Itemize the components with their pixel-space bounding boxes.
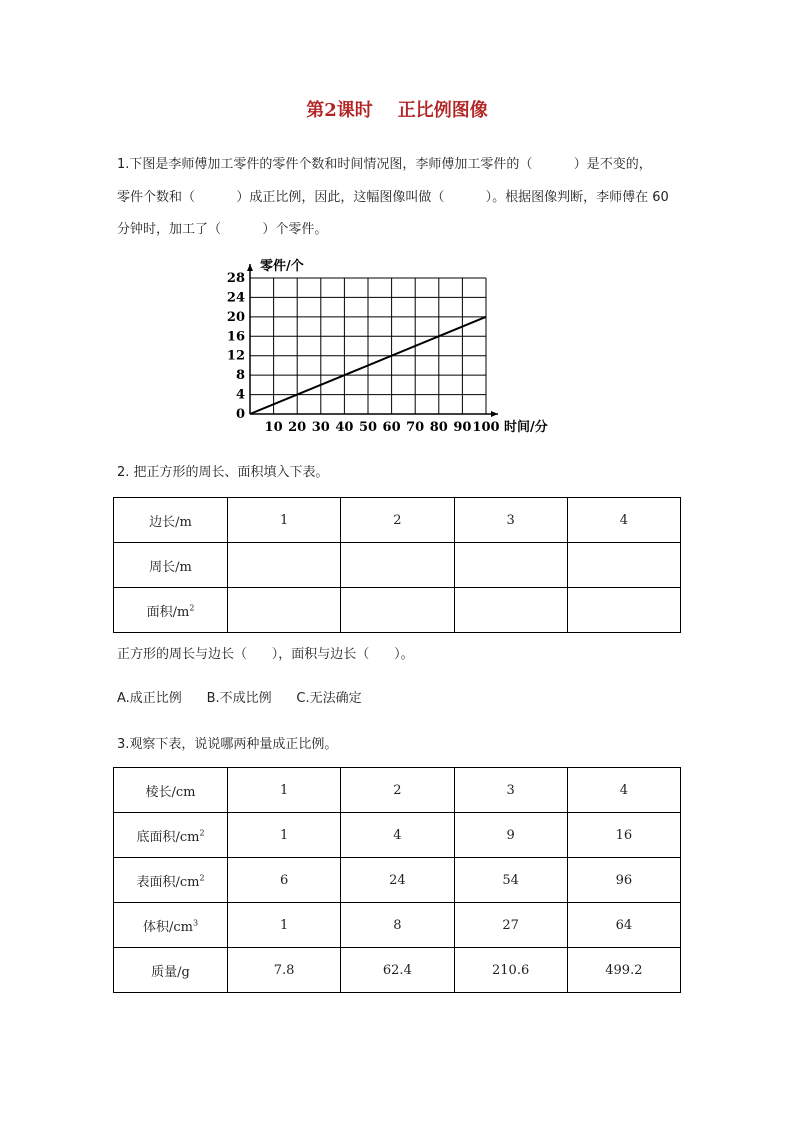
table-cell: 4 bbox=[567, 768, 680, 813]
table-cell bbox=[454, 588, 567, 633]
q1-line-2: 零件个数和（ ）成正比例，因此，这幅图像叫做（ ）。根据图像判断，李师傅在 60 bbox=[117, 190, 669, 205]
row-label: 体积$/cm^3$ bbox=[114, 903, 228, 948]
cube-row-4 bbox=[114, 948, 681, 993]
table-cell: 27 bbox=[454, 903, 567, 948]
x-axis-arrow bbox=[491, 411, 498, 417]
table-cell bbox=[228, 543, 341, 588]
q1-line-3: 分钟时，加工了（ ）个零件。 bbox=[117, 222, 328, 237]
table-cell bbox=[454, 543, 567, 588]
q2-prompt: 2. 把正方形的周长、面积填入下表。 bbox=[117, 465, 329, 480]
x-tick-label: 30 bbox=[311, 420, 330, 435]
q2-followup: 正方形的周长与边长（ ），面积与边长（ ）。 bbox=[117, 647, 414, 662]
table-cell: 2 bbox=[341, 768, 454, 813]
y-tick-label: 0 bbox=[235, 407, 245, 422]
square-row-2 bbox=[114, 588, 681, 633]
x-tick-label: 70 bbox=[406, 420, 425, 435]
proportion-chart bbox=[226, 253, 571, 438]
y-axis-arrow bbox=[247, 264, 253, 271]
table-cell: 64 bbox=[567, 903, 680, 948]
square-row-0 bbox=[114, 498, 681, 543]
table-cell: 3 bbox=[454, 498, 567, 543]
x-tick-label: 10 bbox=[264, 420, 283, 435]
y-axis-label: 零件/个 bbox=[260, 259, 304, 274]
table-cell: 2 bbox=[341, 498, 454, 543]
cube-table bbox=[113, 767, 681, 993]
x-tick-label: 20 bbox=[288, 420, 307, 435]
table-cell: 9 bbox=[454, 813, 567, 858]
x-tick-label: 100 bbox=[472, 420, 500, 435]
row-label: 质量/g bbox=[114, 948, 228, 993]
table-cell: 62.4 bbox=[341, 948, 454, 993]
y-tick-label: 24 bbox=[226, 290, 245, 306]
x-tick-label: 90 bbox=[453, 420, 472, 435]
x-tick-label: 50 bbox=[358, 420, 378, 435]
table-cell bbox=[567, 543, 680, 588]
q3-prompt: 3.观察下表，说说哪两种量成正比例。 bbox=[117, 737, 338, 752]
table-cell: 8 bbox=[341, 903, 454, 948]
page-title: 第2课时 正比例图像 bbox=[306, 100, 488, 121]
square-table bbox=[113, 497, 681, 633]
row-label: 棱长/cm bbox=[114, 768, 228, 813]
table-cell: 3 bbox=[454, 768, 567, 813]
table-cell bbox=[341, 588, 454, 633]
q1-line-1: 1.下图是李师傅加工零件的零件个数和时间情况图，李师傅加工零件的（ ）是不变的， bbox=[117, 157, 652, 172]
y-tick-label: 8 bbox=[235, 368, 245, 384]
cube-row-0 bbox=[114, 768, 681, 813]
table-cell: 210.6 bbox=[454, 948, 567, 993]
y-tick-label: 20 bbox=[226, 309, 245, 325]
q2-options: A.成正比例 B.不成比例 C.无法确定 bbox=[117, 691, 362, 706]
y-tick-label: 12 bbox=[226, 348, 245, 364]
x-axis-label: 时间/分 bbox=[504, 420, 548, 435]
row-label: 底面积$/cm^2$ bbox=[114, 813, 228, 858]
table-cell bbox=[567, 588, 680, 633]
table-cell: 4 bbox=[567, 498, 680, 543]
table-cell: 4 bbox=[341, 813, 454, 858]
x-tick-label: 40 bbox=[335, 420, 354, 435]
table-cell: 7.8 bbox=[228, 948, 341, 993]
square-row-1 bbox=[114, 543, 681, 588]
cube-row-1 bbox=[114, 813, 681, 858]
table-cell: 16 bbox=[567, 813, 680, 858]
table-cell: 1 bbox=[228, 813, 341, 858]
table-cell: 24 bbox=[341, 858, 454, 903]
row-label: 边长/m bbox=[114, 498, 228, 543]
table-cell: 1 bbox=[228, 498, 341, 543]
y-tick-label: 28 bbox=[226, 271, 245, 286]
y-tick-label: 16 bbox=[226, 329, 245, 345]
cube-row-2 bbox=[114, 858, 681, 903]
x-tick-label: 80 bbox=[429, 420, 448, 435]
table-cell: 1 bbox=[228, 768, 341, 813]
table-cell: 1 bbox=[228, 903, 341, 948]
y-tick-label: 4 bbox=[235, 387, 245, 403]
row-label: 面积$/m^2$ bbox=[114, 588, 228, 633]
table-cell: 6 bbox=[228, 858, 341, 903]
table-cell: 499.2 bbox=[567, 948, 680, 993]
cube-row-3 bbox=[114, 903, 681, 948]
table-cell: 96 bbox=[567, 858, 680, 903]
x-tick-label: 60 bbox=[382, 420, 401, 435]
table-cell bbox=[341, 543, 454, 588]
row-label: 周长/m bbox=[114, 543, 228, 588]
table-cell bbox=[228, 588, 341, 633]
row-label: 表面积$/cm^2$ bbox=[114, 858, 228, 903]
table-cell: 54 bbox=[454, 858, 567, 903]
